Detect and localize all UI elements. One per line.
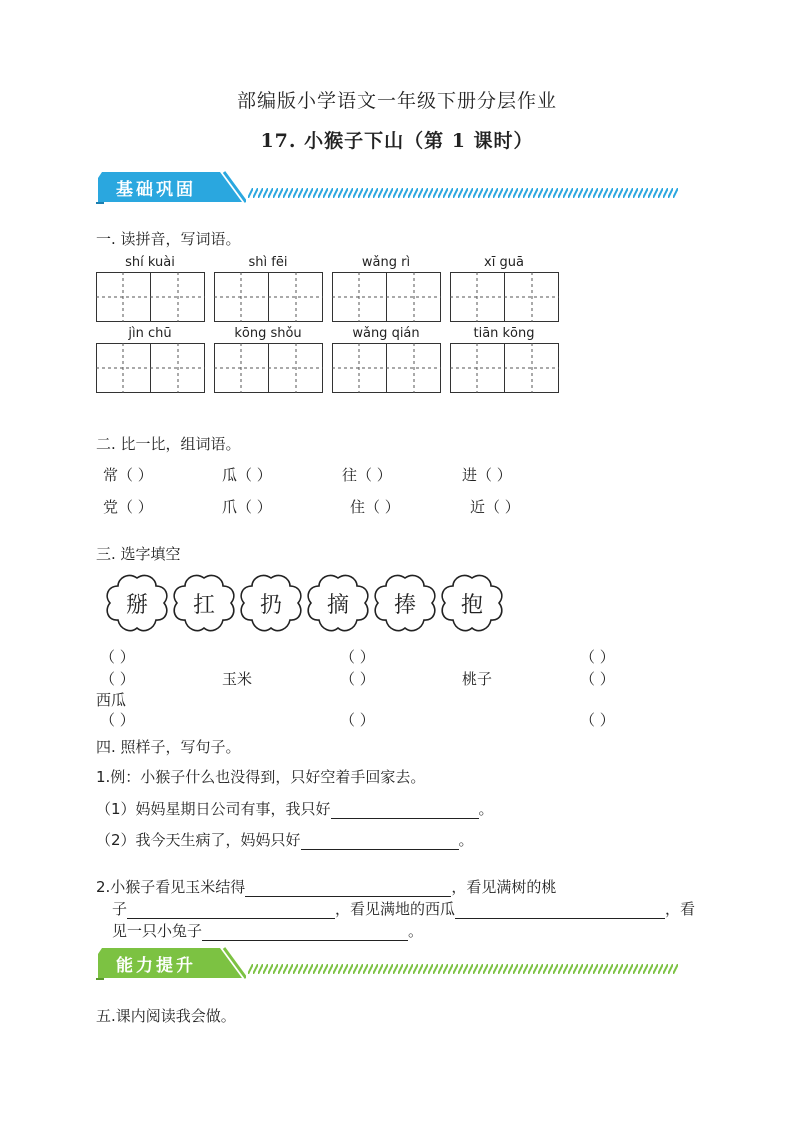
flower-character <box>171 572 237 634</box>
blank-r1c2: （ ） <box>340 648 375 666</box>
sentence-1-text: （1）妈妈星期日公司有事，我只好 <box>96 800 331 818</box>
tianzige-pair[interactable] <box>96 343 205 397</box>
sentence-3-line-1 <box>96 876 556 897</box>
banner-stripe-advanced <box>248 964 678 974</box>
blank-r2c2: （ ） <box>340 670 375 688</box>
flower-character-label: 扔 <box>259 593 282 618</box>
section-banner-basic <box>96 170 680 208</box>
sentence-3-b: ，看见满树的桃 <box>451 878 557 896</box>
flower-character <box>305 572 371 634</box>
section-title-advanced: 能力提升 <box>116 956 196 976</box>
flower-character-label: 抱 <box>460 593 483 618</box>
sentence-3-a: 2.小猴子看见玉米结得 <box>96 878 246 896</box>
flower-character <box>104 572 170 634</box>
sentence-2 <box>96 829 474 850</box>
tianzige-pair[interactable] <box>96 272 205 326</box>
sentence-3-c: 子 <box>112 900 128 918</box>
sentence-3-end: 。 <box>408 922 424 940</box>
answer-line-2[interactable] <box>301 833 459 850</box>
flower-character-label: 扛 <box>192 593 215 618</box>
banner-stripe-basic <box>248 188 678 198</box>
compare-word-4a: 进（ ） <box>462 466 512 484</box>
blank-r3c3: （ ） <box>580 711 615 729</box>
section-banner-advanced <box>96 946 680 984</box>
example-sentence: 1.例：小猴子什么也没得到，只好空着手回家去。 <box>96 768 426 786</box>
pinyin-label: wǎng qián <box>352 326 420 341</box>
blank-r1c1: （ ） <box>100 648 135 666</box>
word-corn: 玉米 <box>222 670 253 688</box>
compare-word-1a: 常（ ） <box>103 466 153 484</box>
document-title: 部编版小学语文一年级下册分层作业 <box>236 90 557 112</box>
tianzige-pair[interactable] <box>214 343 323 397</box>
compare-word-4b: 近（ ） <box>470 498 520 516</box>
pinyin-label: shí kuài <box>125 255 175 270</box>
flower-character-label: 摘 <box>326 593 349 618</box>
flower-character-label: 捧 <box>393 593 416 618</box>
pinyin-label: shì fēi <box>248 255 288 270</box>
question-2-title: 二. 比一比，组词语。 <box>96 435 241 453</box>
question-3-title: 三. 选字填空 <box>96 545 181 563</box>
word-peach: 桃子 <box>462 670 493 688</box>
sentence-3-e: ，看 <box>665 900 696 918</box>
sentence-1-end: 。 <box>478 800 494 818</box>
flower-character <box>439 572 505 634</box>
blank-r2c1: （ ） <box>100 670 135 688</box>
tianzige-pair[interactable] <box>214 272 323 326</box>
question-1-title: 一. 读拼音，写词语。 <box>96 230 241 248</box>
answer-line-1[interactable] <box>331 802 479 819</box>
answer-line-3[interactable] <box>245 880 451 897</box>
tianzige-pair[interactable] <box>332 343 441 397</box>
blank-r3c2: （ ） <box>340 711 375 729</box>
tianzige-pair[interactable] <box>332 272 441 326</box>
flower-character-label: 掰 <box>125 593 148 618</box>
sentence-3-d: ，看见满地的西瓜 <box>335 900 456 918</box>
pinyin-label: tiān kōng <box>473 326 535 341</box>
blank-r3c1: （ ） <box>100 711 135 729</box>
flower-character <box>372 572 438 634</box>
blank-r1c3: （ ） <box>580 648 615 666</box>
answer-line-4[interactable] <box>127 902 335 919</box>
question-4-title: 四. 照样子，写句子。 <box>96 738 241 756</box>
pinyin-label: kōng shǒu <box>234 326 302 341</box>
compare-word-3b: 住（ ） <box>350 498 400 516</box>
lesson-title: 17. 小猴子下山（第 1 课时） <box>260 130 534 152</box>
pinyin-label: xī guā <box>484 255 524 270</box>
flower-character <box>238 572 304 634</box>
answer-line-5[interactable] <box>455 902 665 919</box>
compare-word-1b: 党（ ） <box>103 498 153 516</box>
sentence-1 <box>96 798 494 819</box>
sentence-3-line-2 <box>112 898 695 919</box>
question-5-title: 五.课内阅读我会做。 <box>96 1007 236 1025</box>
compare-word-2b: 爪（ ） <box>222 498 272 516</box>
answer-line-6[interactable] <box>202 924 408 941</box>
tianzige-pair[interactable] <box>450 272 559 326</box>
sentence-2-end: 。 <box>458 831 474 849</box>
pinyin-label: wǎng rì <box>361 255 411 270</box>
section-title-basic: 基础巩固 <box>116 180 196 200</box>
compare-word-3a: 往（ ） <box>342 466 392 484</box>
compare-word-2a: 瓜（ ） <box>222 466 272 484</box>
sentence-2-text: （2）我今天生病了，妈妈只好 <box>96 831 301 849</box>
blank-r2c3: （ ） <box>580 670 615 688</box>
tianzige-pair[interactable] <box>450 343 559 397</box>
pinyin-label: jìn chū <box>128 326 172 341</box>
sentence-3-line-3 <box>112 920 423 941</box>
word-watermelon: 西瓜 <box>96 691 127 709</box>
sentence-3-f: 见一只小兔子 <box>112 922 203 940</box>
